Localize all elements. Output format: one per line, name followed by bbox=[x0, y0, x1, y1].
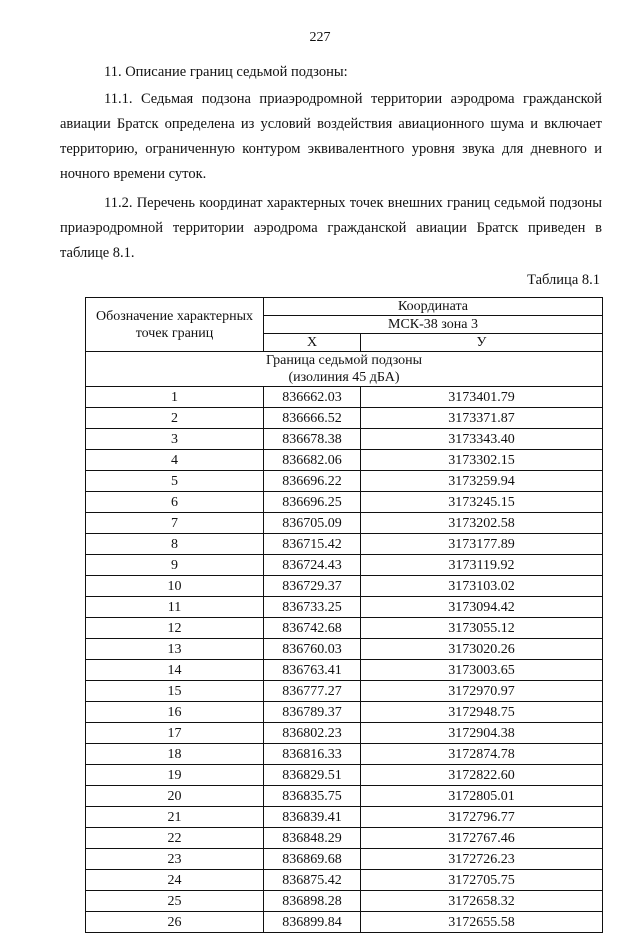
x-coordinate-cell: 836760.03 bbox=[264, 639, 361, 660]
x-coordinate-cell: 836666.52 bbox=[264, 408, 361, 429]
y-coordinate-cell: 3173055.12 bbox=[361, 618, 603, 639]
y-coordinate-cell: 3172970.97 bbox=[361, 681, 603, 702]
y-coordinate-cell: 3172796.77 bbox=[361, 807, 603, 828]
y-coordinate-cell: 3172948.75 bbox=[361, 702, 603, 723]
x-coordinate-cell: 836742.68 bbox=[264, 618, 361, 639]
section-title-line2: (изолиния 45 дБА) bbox=[288, 370, 400, 385]
y-coordinate-cell: 3173371.87 bbox=[361, 408, 603, 429]
section-heading: 11. Описание границ седьмой подзоны: bbox=[104, 64, 348, 80]
point-number-cell: 6 bbox=[86, 492, 264, 513]
table-row bbox=[86, 429, 603, 450]
table-row bbox=[86, 891, 603, 912]
table-row bbox=[86, 828, 603, 849]
x-coordinate-cell: 836875.42 bbox=[264, 870, 361, 891]
header-y: У bbox=[361, 334, 603, 352]
x-coordinate-cell: 836715.42 bbox=[264, 534, 361, 555]
x-coordinate-cell: 836869.68 bbox=[264, 849, 361, 870]
x-coordinate-cell: 836802.23 bbox=[264, 723, 361, 744]
y-coordinate-cell: 3173401.79 bbox=[361, 387, 603, 408]
point-number-cell: 2 bbox=[86, 408, 264, 429]
y-coordinate-cell: 3172658.32 bbox=[361, 891, 603, 912]
table-row bbox=[86, 513, 603, 534]
y-coordinate-cell: 3173302.15 bbox=[361, 450, 603, 471]
x-coordinate-cell: 836848.29 bbox=[264, 828, 361, 849]
x-coordinate-cell: 836705.09 bbox=[264, 513, 361, 534]
table-row bbox=[86, 744, 603, 765]
x-coordinate-cell: 836789.37 bbox=[264, 702, 361, 723]
table-row bbox=[86, 387, 603, 408]
table-row bbox=[86, 576, 603, 597]
y-coordinate-cell: 3172874.78 bbox=[361, 744, 603, 765]
y-coordinate-cell: 3173103.02 bbox=[361, 576, 603, 597]
table-row bbox=[86, 870, 603, 891]
table-row bbox=[86, 408, 603, 429]
x-coordinate-cell: 836898.28 bbox=[264, 891, 361, 912]
point-number-cell: 16 bbox=[86, 702, 264, 723]
y-coordinate-cell: 3173202.58 bbox=[361, 513, 603, 534]
section-title bbox=[86, 352, 603, 387]
header-x: Х bbox=[264, 334, 361, 352]
coordinates-table bbox=[85, 297, 603, 933]
table-row bbox=[86, 618, 603, 639]
point-number-cell: 22 bbox=[86, 828, 264, 849]
y-coordinate-cell: 3173020.26 bbox=[361, 639, 603, 660]
x-coordinate-cell: 836763.41 bbox=[264, 660, 361, 681]
y-coordinate-cell: 3172655.58 bbox=[361, 912, 603, 933]
point-number-cell: 20 bbox=[86, 786, 264, 807]
point-number-cell: 17 bbox=[86, 723, 264, 744]
table-row bbox=[86, 723, 603, 744]
table-row bbox=[86, 450, 603, 471]
y-coordinate-cell: 3173343.40 bbox=[361, 429, 603, 450]
x-coordinate-cell: 836729.37 bbox=[264, 576, 361, 597]
point-number-cell: 15 bbox=[86, 681, 264, 702]
x-coordinate-cell: 836724.43 bbox=[264, 555, 361, 576]
point-number-cell: 25 bbox=[86, 891, 264, 912]
table-row bbox=[86, 807, 603, 828]
table-row bbox=[86, 597, 603, 618]
y-coordinate-cell: 3172767.46 bbox=[361, 828, 603, 849]
point-number-cell: 8 bbox=[86, 534, 264, 555]
x-coordinate-cell: 836835.75 bbox=[264, 786, 361, 807]
point-number-cell: 12 bbox=[86, 618, 264, 639]
y-coordinate-cell: 3173245.15 bbox=[361, 492, 603, 513]
x-coordinate-cell: 836696.25 bbox=[264, 492, 361, 513]
point-number-cell: 1 bbox=[86, 387, 264, 408]
table-row bbox=[86, 534, 603, 555]
x-coordinate-cell: 836839.41 bbox=[264, 807, 361, 828]
y-coordinate-cell: 3172822.60 bbox=[361, 765, 603, 786]
section-title-line1: Граница седьмой подзоны bbox=[265, 353, 423, 368]
table-row bbox=[86, 471, 603, 492]
point-number-cell: 23 bbox=[86, 849, 264, 870]
point-number-cell: 9 bbox=[86, 555, 264, 576]
table-row bbox=[86, 702, 603, 723]
x-coordinate-cell: 836733.25 bbox=[264, 597, 361, 618]
table-row bbox=[86, 765, 603, 786]
table-row bbox=[86, 849, 603, 870]
y-coordinate-cell: 3172805.01 bbox=[361, 786, 603, 807]
point-number-cell: 14 bbox=[86, 660, 264, 681]
x-coordinate-cell: 836682.06 bbox=[264, 450, 361, 471]
header-coordinate-title: Координата bbox=[264, 298, 603, 316]
point-number-cell: 24 bbox=[86, 870, 264, 891]
y-coordinate-cell: 3173003.65 bbox=[361, 660, 603, 681]
x-coordinate-cell: 836662.03 bbox=[264, 387, 361, 408]
y-coordinate-cell: 3173177.89 bbox=[361, 534, 603, 555]
y-coordinate-cell: 3173119.92 bbox=[361, 555, 603, 576]
x-coordinate-cell: 836899.84 bbox=[264, 912, 361, 933]
point-number-cell: 4 bbox=[86, 450, 264, 471]
table-body bbox=[86, 387, 603, 933]
x-coordinate-cell: 836696.22 bbox=[264, 471, 361, 492]
point-number-cell: 11 bbox=[86, 597, 264, 618]
paragraph-11-1: 11.1. Седьмая подзона приаэродромной территории аэродрома гражданской авиации Братск определена из условий воздействия авиационного шума и включает территорию, ограниченную контуром эквивалентного уровня звука для дневного и ночного времени суток. bbox=[60, 91, 602, 182]
point-number-cell: 26 bbox=[86, 912, 264, 933]
y-coordinate-cell: 3172904.38 bbox=[361, 723, 603, 744]
y-coordinate-cell: 3173259.94 bbox=[361, 471, 603, 492]
table-row bbox=[86, 492, 603, 513]
header-point-designation: Обозначение характерных точек границ bbox=[86, 298, 264, 352]
y-coordinate-cell: 3173094.42 bbox=[361, 597, 603, 618]
point-number-cell: 10 bbox=[86, 576, 264, 597]
point-number-cell: 5 bbox=[86, 471, 264, 492]
y-coordinate-cell: 3172726.23 bbox=[361, 849, 603, 870]
x-coordinate-cell: 836816.33 bbox=[264, 744, 361, 765]
point-number-cell: 7 bbox=[86, 513, 264, 534]
point-number-cell: 3 bbox=[86, 429, 264, 450]
x-coordinate-cell: 836678.38 bbox=[264, 429, 361, 450]
table-row bbox=[86, 639, 603, 660]
point-number-cell: 19 bbox=[86, 765, 264, 786]
table-row bbox=[86, 912, 603, 933]
paragraph-11-2: 11.2. Перечень координат характерных точек внешних границ седьмой подзоны приаэродромной территории аэродрома гражданской авиации Братск приведен в таблице 8.1. bbox=[60, 195, 602, 261]
header-coordinate-system: МСК-38 зона 3 bbox=[264, 316, 603, 334]
x-coordinate-cell: 836829.51 bbox=[264, 765, 361, 786]
point-number-cell: 18 bbox=[86, 744, 264, 765]
page-number: 227 bbox=[309, 30, 331, 45]
point-number-cell: 13 bbox=[86, 639, 264, 660]
table-row bbox=[86, 786, 603, 807]
table-row bbox=[86, 555, 603, 576]
table-row bbox=[86, 681, 603, 702]
table-row bbox=[86, 660, 603, 681]
x-coordinate-cell: 836777.27 bbox=[264, 681, 361, 702]
table-caption: Таблица 8.1 bbox=[527, 272, 600, 288]
point-number-cell: 21 bbox=[86, 807, 264, 828]
y-coordinate-cell: 3172705.75 bbox=[361, 870, 603, 891]
